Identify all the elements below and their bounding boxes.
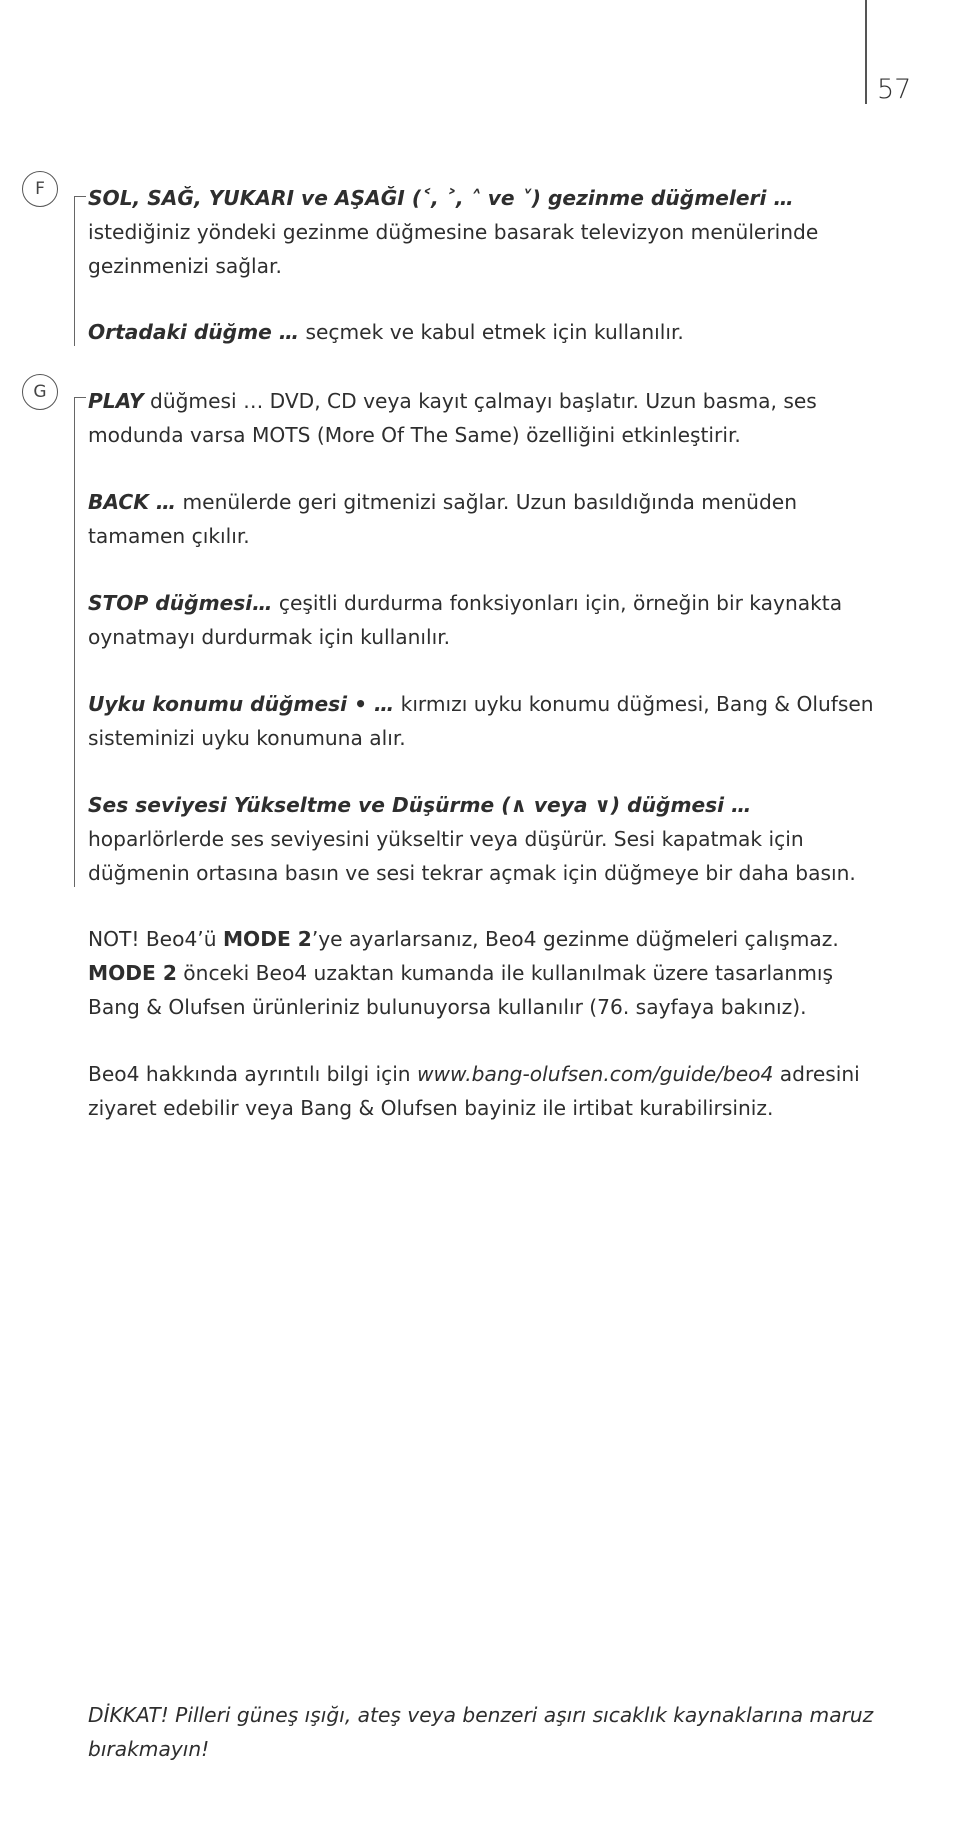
center-button-term: Ortadaki düğme … [88, 320, 300, 344]
back-button-paragraph [88, 485, 878, 553]
mode-note-mode-1: MODE 2 [222, 927, 312, 951]
mode-note-mode-2: MODE 2 [88, 961, 177, 985]
info-paragraph [88, 1057, 878, 1125]
play-button-paragraph [88, 384, 878, 452]
mode-note-text-3: önceki Beo4 uzaktan kumanda ile kullanılmak üzere tasarlanmış Bang & Olufsen ürünleriniz bulunuyorsa kullanılır (76. sayfaya bakınız). [88, 961, 834, 1019]
battery-warning: DİKKAT! Pilleri güneş ışığı, ateş veya benzeri aşırı sıcaklık kaynaklarına maruz bırakmayın! [88, 1703, 874, 1761]
nav-buttons-term: SOL, SAĞ, YUKARI ve AŞAĞI (˂, ˃, ˄ ve ˅) gezinme düğmeleri … [88, 186, 794, 210]
section-marker-g: G [22, 374, 58, 410]
info-url-link[interactable]: www.bang-olufsen.com/guide/beo4 [417, 1062, 774, 1086]
nav-buttons-paragraph [88, 181, 878, 283]
center-button-paragraph [88, 315, 878, 349]
page-number: 57 [877, 74, 912, 105]
stop-button-term: STOP düğmesi… [88, 591, 273, 615]
play-button-description: düğmesi … DVD, CD veya kayıt çalmayı başlatır. Uzun basma, ses modunda varsa MOTS (More Of The Same) özelliğini etkinleştirir. [88, 389, 817, 447]
volume-button-description: hoparlörlerde ses seviyesini yükseltir veya düşürür. Sesi kapatmak için düğmenin ortasına basın ve sesi tekrar açmak için düğmeye bir daha basın. [88, 827, 856, 885]
section-marker-f: F [22, 171, 58, 207]
standby-button-paragraph [88, 687, 878, 755]
mode-note-paragraph [88, 922, 878, 1024]
info-text-2: adresini ziyaret edebilir veya Bang & Olufsen bayiniz ile irtibat kurabilirsiniz. [88, 1062, 860, 1120]
volume-button-term: Ses seviyesi Yükseltme ve Düşürme (∧ veya ∨) düğmesi … [88, 793, 752, 817]
volume-button-paragraph [88, 788, 878, 890]
stop-button-paragraph [88, 586, 878, 654]
standby-button-description: kırmızı uyku konumu düğmesi, Bang & Olufsen sisteminizi uyku konumuna alır. [88, 692, 874, 750]
info-text-1: Beo4 hakkında ayrıntılı bilgi için [88, 1062, 418, 1086]
stop-button-description: çeşitli durdurma fonksiyonları için, örneğin bir kaynakta oynatmayı durdurmak için kullanılır. [88, 591, 843, 649]
section-bracket-g [74, 397, 86, 887]
standby-button-term: Uyku konumu düğmesi • … [88, 692, 395, 716]
back-button-term: BACK … [88, 490, 177, 514]
mode-note-text-2: ’ye ayarlarsanız, Beo4 gezinme düğmeleri çalışmaz. [311, 927, 839, 951]
mode-note-text-1: NOT! Beo4’ü [88, 927, 223, 951]
page-header-rule [865, 0, 867, 104]
center-button-description: seçmek ve kabul etmek için kullanılır. [299, 320, 684, 344]
play-button-term: PLAY [88, 389, 144, 413]
section-bracket-f [74, 196, 86, 346]
nav-buttons-description: istediğiniz yöndeki gezinme düğmesine basarak televizyon menülerinde gezinmenizi sağlar. [88, 220, 819, 278]
back-button-description: menülerde geri gitmenizi sağlar. Uzun basıldığında menüden tamamen çıkılır. [88, 490, 798, 548]
